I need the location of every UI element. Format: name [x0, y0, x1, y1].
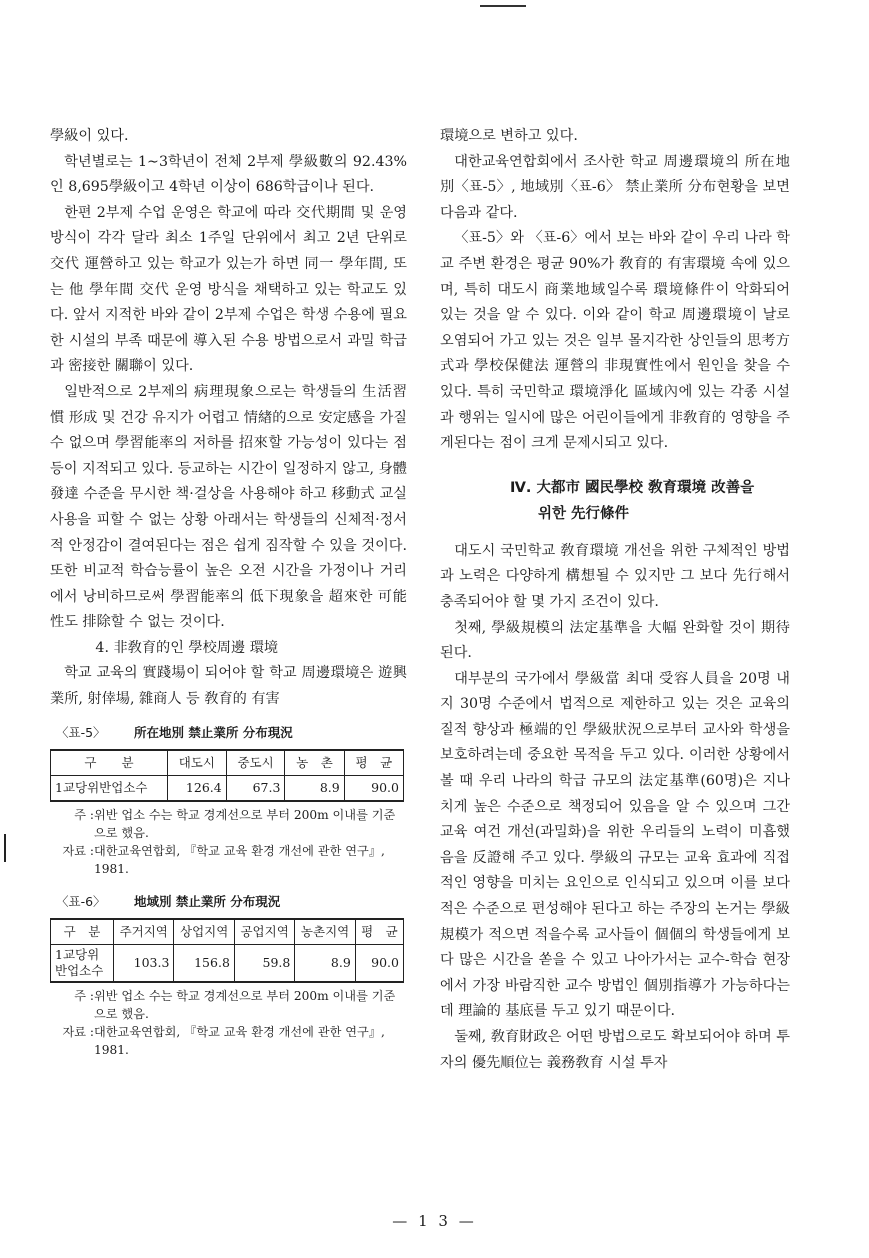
table-notes	[50, 806, 407, 878]
table-row	[51, 944, 404, 982]
note-text: 위반 업소 수는 학교 경계선으로 부터 200m 이내를 기준으로 했음.	[94, 988, 396, 1021]
paragraph: 學級이 있다.	[50, 128, 129, 144]
table-header-cell: 상업지역	[174, 919, 234, 945]
paragraph: 일반적으로 2부제의 病理現象으로는 학생들의 生活習慣 形成 및 건강 유지가 어렵고 情緖的으로 安定感을 가질 수 없으며 學習能率의 저하를 招來할 가능성이 있다는 점 등이 지적되고 있다. 등교하는 시간이 일정하지 않고, 身體發達 수준을 무시한 책·걸상을 사용해야 하고 移動式 교실 사용을 피할 수 없는 상황 아래서는 학생들의 신체적·정서적 안정감이 결여된다는 점은 쉽게 짐작할 수 있을 것이다. 또한 비교적 학습능률이 높은 오전 시간을 가정이나 거리에서 낭비하므로써 學習能率의 低下現象을 超來한 可能性도 排除할 수 없는 것이다.	[50, 383, 407, 631]
note-text: 위반 업소 수는 학교 경계선으로 부터 200m 이내를 기준으로 했음.	[94, 807, 396, 840]
table-cell: 1교당위반업소수	[51, 775, 168, 801]
table-header-cell: 평 균	[344, 750, 403, 776]
note-label: 자료 :	[62, 843, 94, 858]
table-note	[50, 987, 407, 1023]
table-source	[50, 1023, 407, 1059]
paragraph: 학교 교육의 實踐場이 되어야 할 학교 周邊環境은 遊興業所, 射倖場, 雜商人 등 敎育的 有害	[50, 665, 407, 708]
table-cell: 1교당위반업소수	[51, 944, 114, 982]
table-cell: 103.3	[114, 944, 174, 982]
table-header-cell: 농 촌	[285, 750, 344, 776]
table-number: 〈표-6〉	[56, 893, 106, 909]
table-cell: 126.4	[168, 775, 227, 801]
paragraph: 둘째, 敎育財政은 어떤 방법으로도 확보되어야 하며 투자의 優先順位는 義務敎育 시설 투자	[440, 1029, 790, 1071]
table-cell: 90.0	[355, 944, 403, 982]
note-label: 주 :	[74, 988, 94, 1003]
left-column	[50, 124, 407, 1059]
table-header-cell: 대도시	[168, 750, 227, 776]
table-header-cell: 공업지역	[234, 919, 294, 945]
table-title: 所在地別 禁止業所 分布現況	[134, 724, 293, 740]
table-notes	[50, 987, 407, 1059]
table-caption	[50, 892, 407, 912]
table-5	[50, 749, 404, 802]
table-6	[50, 918, 404, 983]
table-header-cell: 평 균	[355, 919, 403, 945]
right-paragraphs-a	[440, 124, 790, 457]
paragraph: 대한교육연합회에서 조사한 학교 周邊環境의 所在地別〈표-5〉, 地域別〈표-6〉 禁止業所 分布현황을 보면 다음과 같다.	[440, 153, 790, 221]
table-caption	[50, 723, 407, 743]
margin-mark	[4, 834, 6, 862]
table-header-cell: 구 분	[51, 750, 168, 776]
right-column	[440, 124, 790, 1076]
paragraph: 대도시 국민학교 敎育環境 개선을 위한 구체적인 방법과 노력은 다양하게 構想될 수 있지만 그 보다 先行해서 충족되어야 할 몇 가지 조건이 있다.	[440, 542, 790, 610]
note-text: 대한교육연합회, 『학교 교육 환경 개선에 관한 연구』, 1981.	[94, 843, 385, 876]
page-number: — 1 3 —	[392, 1212, 477, 1230]
section-heading-line: Ⅳ. 大都市 國民學校 敎育環境 改善을	[510, 479, 755, 496]
table-header-cell: 주거지역	[114, 919, 174, 945]
table-number: 〈표-5〉	[56, 724, 106, 740]
table-cell: 8.9	[285, 775, 344, 801]
note-label: 자료 :	[62, 1024, 94, 1039]
table-cell: 156.8	[174, 944, 234, 982]
table-title: 地域別 禁止業所 分布現況	[134, 893, 281, 909]
paragraph: 한편 2부제 수업 운영은 학교에 따라 交代期間 및 운영 방식이 각각 달라 최소 1주일 단위에서 최고 2년 단위로 交代 運營하고 있는 학교가 있는가 하면 同一 學年間, 또는 他 學年間 交代 운영 방식을 채택하고 있는 학교도 있다. 앞서 지적한 바와 같이 2부제 수업은 학생 수용에 필요한 시설의 부족 때문에 導入된 수용 방법으로서 과밀 학급과 密接한 關聯이 있다.	[50, 204, 407, 375]
table-cell: 67.3	[226, 775, 285, 801]
paragraph: 〈표-5〉와 〈표-6〉에서 보는 바와 같이 우리 나라 학교 주변 환경은 평균 90%가 敎育的 有害環境 속에 있으며, 특히 대도시 商業地域일수록 環境條件이 악화되어 있는 것을 알 수 있다. 이와 같이 학교 周邊環境이 날로 오염되어 가고 있는 것은 일부 몰지각한 상인들의 思考方式과 學校保健法 運營의 非現實性에서 원인을 찾을 수 있다. 특히 국민학교 環境淨化 區域內에 있는 각종 시설과 행위는 일시에 많은 어린이들에게 非敎育的 영향을 주게된다는 점이 크게 문제시되고 있다.	[440, 230, 790, 452]
table-header-cell: 중도시	[226, 750, 285, 776]
table-source	[50, 842, 407, 878]
table-note	[50, 806, 407, 842]
note-label: 주 :	[74, 807, 94, 822]
table-cell: 90.0	[344, 775, 403, 801]
paragraph: 대부분의 국가에서 學級當 최대 受容人員을 20명 내지 30명 수준에서 법적으로 제한하고 있는 것은 교육의 질적 향상과 極端的인 學級狀況으로부터 교사와 학생을 보호하려는데 중요한 목적을 두고 있다. 이러한 상황에서 볼 때 우리 나라의 학급 규모의 法定基準(60명)은 지나치게 높은 수준으로 책정되어 있음을 알 수 있으며 그간 교육 여건 개선(과밀화)을 위한 우리들의 노력이 미흡했음을 反證해 주고 있다. 學級의 규모는 교육 효과에 직접적인 영향을 미치는 요인으로 인식되고 있으며 이를 보다 적은 수준으로 편성해야 된다고 하는 주장의 논거는 學級規模가 적으면 적을수록 교사들이 個個의 학생들에게 보다 많은 시간을 쏟을 수 있고 나아가서는 교수-학습 현장에서 가장 바람직한 교수 방법인 個別指導가 가능하다는 데 理論的 基底를 두고 있기 때문이다.	[440, 670, 790, 1020]
table-6-block	[50, 892, 407, 1059]
right-paragraphs-b	[440, 539, 790, 1076]
section-heading-line: 위한 先行條件	[538, 505, 630, 522]
table-header-cell: 농촌지역	[295, 919, 355, 945]
header-rule	[480, 0, 526, 7]
table-cell: 8.9	[295, 944, 355, 982]
table-header-cell: 구 분	[51, 919, 114, 945]
section-heading	[440, 475, 790, 527]
table-row	[51, 775, 404, 801]
paragraph: 環境으로 변하고 있다.	[440, 128, 578, 144]
paragraph: 학년별로는 1∼3학년이 전체 2부제 學級數의 92.43%인 8,695學級이고 4학년 이상이 686학급이나 된다.	[50, 153, 407, 196]
table-5-block	[50, 723, 407, 878]
paragraph: 첫째, 學級規模의 法定基準을 大幅 완화할 것이 期待된다.	[440, 619, 790, 662]
section-subheading: 4. 非敎育的인 學校周邊 環境	[95, 639, 279, 656]
note-text: 대한교육연합회, 『학교 교육 환경 개선에 관한 연구』, 1981.	[94, 1024, 385, 1057]
left-paragraphs	[50, 124, 407, 636]
table-cell: 59.8	[234, 944, 294, 982]
